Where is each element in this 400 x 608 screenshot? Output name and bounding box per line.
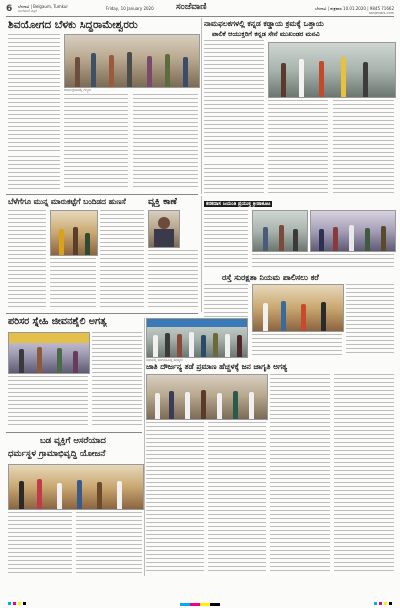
article-text-column [76, 512, 142, 574]
photo-environment [8, 332, 90, 374]
article-text-column [100, 210, 144, 310]
photo-caption-2: ಸಭೆಯಲ್ಲಿ ಭಾಗವಹಿಸಿದ್ದ ಸದಸ್ಯರು [146, 358, 183, 362]
column-divider [144, 318, 145, 576]
header-rule [6, 16, 394, 17]
article-text-column [8, 512, 72, 574]
color-bar [180, 603, 220, 606]
page-header [6, 3, 394, 15]
registration-mark [389, 602, 392, 605]
article-text-column [270, 374, 330, 574]
photo-dignitaries [64, 34, 200, 88]
headline-dharmasthala-1: ಬಡ ವ್ಯಕ್ತಿಗೆ ಆಸರೆಯಾದ [40, 436, 106, 446]
photo-memorandum [268, 42, 396, 98]
registration-mark [384, 602, 387, 605]
headline-tamarind: ಬೆಳೆಗೆಗೂ ಮುನ್ನ ಮಾರುಕಟ್ಟೆಗೆ ಬಂದಿಡದ ಹುಣಸೆ [8, 197, 126, 206]
headline-nameboard: ನಾಮಫಲಕಗಳಲ್ಲಿ ಕನ್ನಡ ಕಡ್ಡಾಯ ಕ್ರಮಕ್ಕೆ ಒತ್ತಾಯ [204, 19, 324, 28]
article-text-column [208, 422, 266, 574]
article-text-column [148, 250, 198, 310]
article-text-column [64, 94, 128, 190]
registration-mark [379, 602, 382, 605]
issue-date: Friday, 10 January 2020 [106, 6, 154, 11]
headline-missing-person: ವ್ಯಕ್ತಿ ಕಾಣೆ [148, 197, 177, 207]
photo-meeting-group [146, 318, 248, 358]
registration-mark [8, 602, 11, 605]
photo-missing-person [148, 210, 180, 248]
article-text-column [268, 100, 328, 196]
photo-caption-1: ಕಾರ್ಯಕ್ರಮದಲ್ಲಿ ಗಣ್ಯರು [64, 88, 92, 92]
photo-sports-group [310, 210, 396, 252]
article-text-column [133, 94, 198, 190]
photo-dharmasthala [8, 464, 144, 510]
article-text-column [346, 284, 394, 356]
headline-caste-awareness: ಜಾತಿ ದೌರ್ಜನ್ಯ ತಡೆ ಪ್ರಮಾಣ ಹೆಚ್ಚಳಕ್ಕೆ ಜನ ಜಾಗೃತಿ ಅಗತ್ಯ [146, 362, 288, 371]
headline-dharmasthala-2: ಧರ್ಮಸ್ಥಳ ಗ್ರಾಮಾಭಿವೃದ್ಧಿ ಯೋಜನೆ [8, 449, 106, 459]
registration-mark [13, 602, 16, 605]
edition-sub-label: ಸಂಜೆವಾಣಿ ಪತ್ರಿಕೆ [18, 9, 37, 13]
headline-kanaka-sports: ಕನಕದಾಸ ಜಯಂತಿ ಪ್ರಯುಕ್ತ ಕ್ರೀಡಾಕೂಟ [206, 201, 271, 207]
article-text-column [8, 210, 46, 310]
article-text-column [8, 376, 88, 428]
article-text-column [204, 164, 264, 196]
photo-tamarind-market [50, 210, 98, 256]
section-rule [6, 313, 198, 314]
article-text-column [8, 34, 60, 152]
page-number: 6 [6, 4, 13, 14]
article-text-column [8, 156, 60, 190]
photo-road-safety [252, 284, 344, 332]
column-divider [201, 18, 202, 194]
article-text-column [252, 334, 342, 356]
header-right-sub: sanjevani.com [368, 11, 394, 15]
registration-mark [18, 602, 21, 605]
article-text-column [50, 258, 96, 310]
article-text-column [92, 332, 142, 428]
subheadline-nameboard: ಪಾಲಿಕೆ ಆಯುಕ್ತರಿಗೆ ಕನ್ನಡ ಸೇನೆ ಮುಖಂಡರ ಮನವಿ [212, 30, 320, 38]
article-text-column [204, 40, 264, 160]
column-divider [201, 196, 202, 312]
headline-shivayoga: ಶಿವಯೋಗದ ಬೆಳಕು ಸಿದ್ಧರಾಮೇಶ್ವರರು [8, 19, 138, 31]
masthead: ಸಂಜೆವಾಣಿ [176, 2, 207, 12]
edition-label: ಬೆಳಗಾವಿ | Belgaum, Tumkur [18, 4, 69, 9]
article-text-column [252, 254, 394, 268]
section-rule [6, 432, 142, 433]
photo-awareness-event [146, 374, 268, 420]
photo-sports-event [252, 210, 308, 252]
section-rule [6, 194, 198, 195]
headline-road-safety: ರಸ್ತೆ ಸುರಕ್ಷತಾ ನಿಯಮ ಪಾಲಿಸಲು ಕರೆ [222, 272, 319, 282]
article-text-column [146, 422, 204, 574]
article-text-column [333, 100, 394, 196]
registration-mark [374, 602, 377, 605]
registration-mark [23, 602, 26, 605]
headline-eco-lifestyle: ಪರಿಸರ ಸ್ನೇಹಿ ಜೀವನಶೈಲಿ ಅಗತ್ಯ [8, 316, 107, 327]
header-right-info: ಬೆಳಗಾವಿ | ಶುಕ್ರವಾರ 10.01.2020 | 9845 71662 [315, 6, 394, 11]
article-text-column [204, 210, 248, 270]
article-text-column [334, 374, 394, 574]
